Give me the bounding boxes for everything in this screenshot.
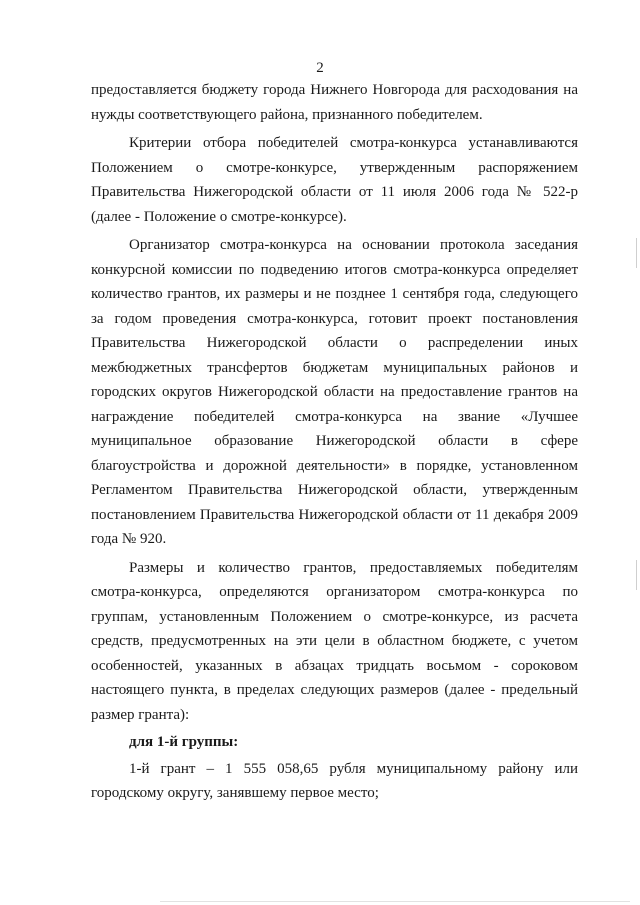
paragraph-first-grant: 1-й грант – 1 555 058,65 рубля муниципальному району или городскому округу, занявшему первое место; <box>91 760 578 801</box>
paragraph-continuation: предоставляется бюджету города Нижнего Новгорода для расходования на нужды соответствующего района, признанного победителем. <box>91 82 578 123</box>
paragraph-criteria: Критерии отбора победителей смотра-конкурса устанавливаются Положением о смотре-конкурсе, утвержденным распоряжением Правительства Нижегородской области от 11 июля 2006 года № 522-р (далее - Положение о смотре-конкурсе). <box>91 135 578 225</box>
scan-artifact-right-bottom <box>636 560 637 590</box>
document-body <box>91 78 578 806</box>
scan-artifact-bottom-edge <box>160 901 630 902</box>
paragraph-organizer: Организатор смотра-конкурса на основании протокола заседания конкурсной комиссии по подведению итогов смотра-конкурса определяет количество грантов, их размеры и не позднее 1 сентября года, следующего за годом проведения смотра-конкурса, готовит проект постановления Правительства Нижегородской области о распределении иных межбюджетных трансфертов бюджетам муниципальных районов и городских округов Нижегородской области на предоставление грантов на награждение победителей смотра-конкурса на звание «Лучшее муниципальное образование Нижегородской области в сфере благоустройства и дорожной деятельности» в порядке, установленном Регламентом Правительства Нижегородской области, утвержденным постановлением Правительства Нижегородской области от 11 декабря 2009 года № 920. <box>91 237 578 547</box>
paragraph-grant-sizes: Размеры и количество грантов, предоставляемых победителям смотра-конкурса, определяются организатором смотра-конкурса по группам, установленным Положением о смотре-конкурсе, из расчета средств, предусмотренных на эти цели в областном бюджете, с учетом особенностей, указанных в абзацах тридцать восьмом - сороковом настоящего пункта, в пределах следующих размеров (далее - предельный размер гранта): <box>91 559 578 723</box>
page-number: 2 <box>316 60 324 76</box>
scan-artifact-right-top <box>636 238 637 268</box>
group-heading: для 1-й группы: <box>129 734 239 750</box>
